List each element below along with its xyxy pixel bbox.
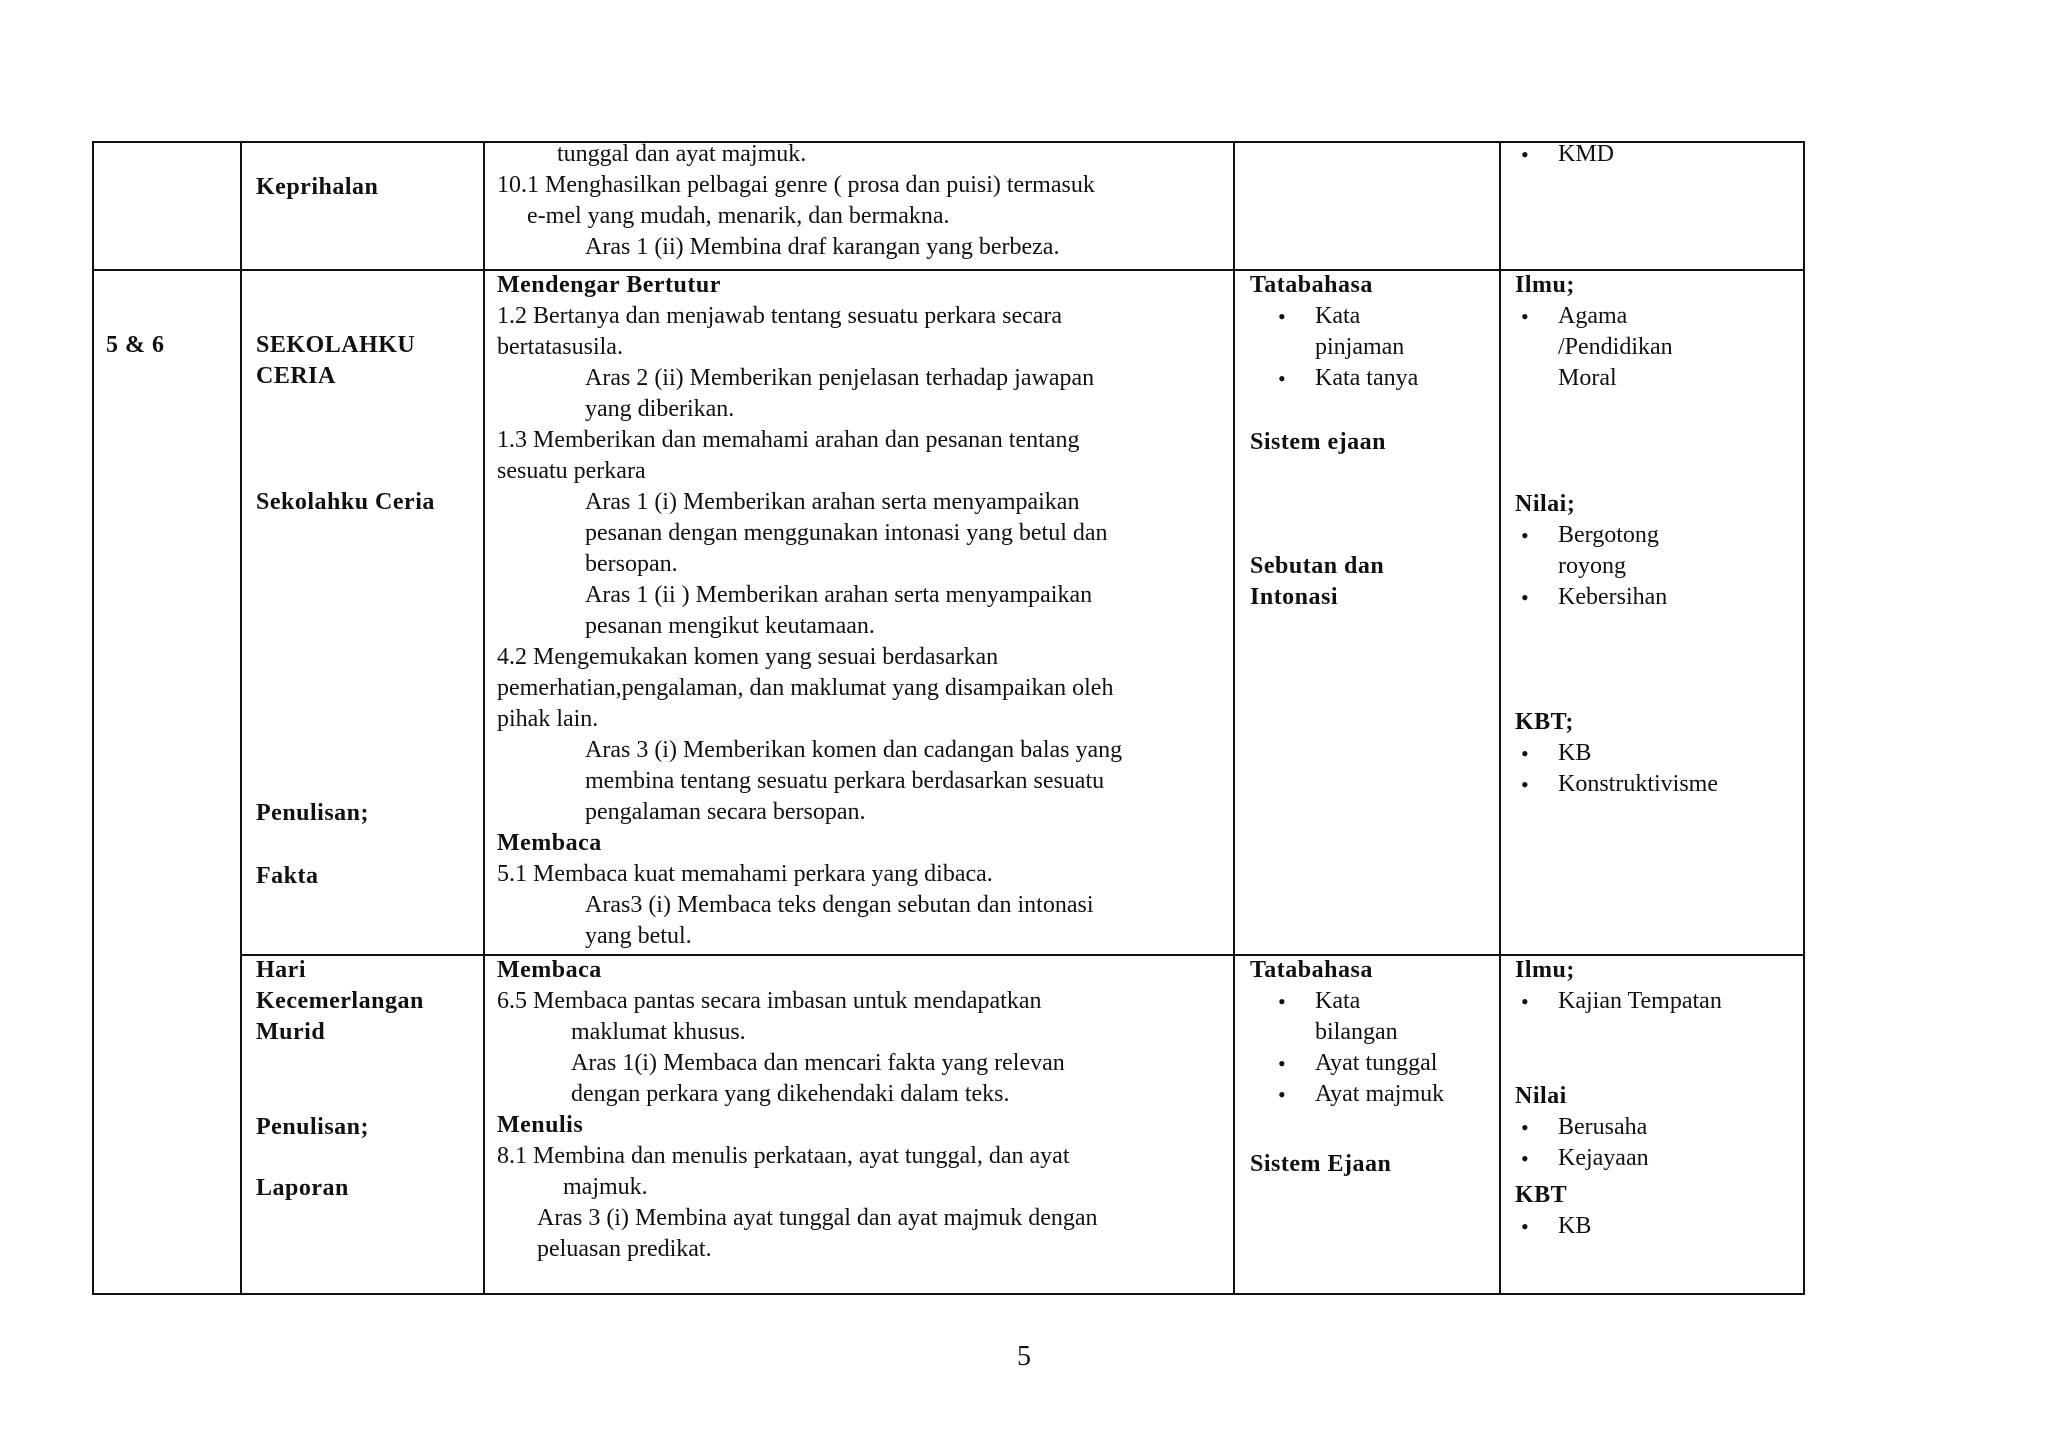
language-cell-main [1250, 270, 1418, 394]
nilai-section [1515, 489, 1667, 613]
skill-line: e-mel yang mudah, menarik, dan bermakna. [527, 203, 950, 229]
topic-title: Hari [256, 957, 306, 983]
list-item-text: • Kata [1315, 988, 1361, 1014]
list-item-text: • KB [1558, 1213, 1592, 1239]
column-divider [1233, 143, 1235, 1293]
skill-line: pesanan dengan menggunakan intonasi yang betul dan [585, 520, 1108, 546]
list-item-text: • Konstruktivisme [1558, 771, 1718, 797]
topic-title: Murid [256, 1019, 326, 1045]
kbt-section [1515, 707, 1718, 800]
skill-line: Aras 1 (ii) Membina draf karangan yang berbeza. [585, 234, 1060, 260]
skill-line: yang betul. [585, 923, 692, 949]
skill-line: Aras 1 (i) Memberikan arahan serta menyampaikan [585, 489, 1080, 515]
topic-cell-keprihalan [256, 172, 378, 203]
list-item [1507, 301, 1673, 394]
grammar-heading: Tatabahasa [1250, 957, 1373, 983]
kbt-section [1515, 1180, 1591, 1242]
week-cell [106, 330, 165, 361]
skill-line: peluasan predikat. [537, 1236, 712, 1262]
list-item-text: • KB [1558, 740, 1592, 766]
list-item-text: bilangan [1315, 1019, 1398, 1045]
elements-cell-main [1515, 270, 1673, 394]
skill-heading: Mendengar Bertutur [497, 272, 721, 298]
skill-heading: Membaca [497, 830, 602, 856]
spelling-label: Sistem ejaan [1250, 429, 1386, 455]
skill-line: 6.5 Membaca pantas secara imbasan untuk mendapatkan [497, 988, 1042, 1014]
list-item [1507, 769, 1718, 800]
penulisan-label: Penulisan; [256, 1114, 370, 1140]
skill-line: tunggal dan ayat majmuk. [557, 141, 807, 167]
nilai-label: Nilai; [1515, 491, 1576, 517]
pronunciation-text: Sebutan dan [1250, 553, 1385, 579]
grammar-heading: Tatabahasa [1250, 272, 1373, 298]
list-item [1507, 520, 1667, 582]
skill-line: 10.1 Menghasilkan pelbagai genre ( prosa dan puisi) termasuk [497, 172, 1095, 198]
skill-line: Aras 2 (ii) Memberikan penjelasan terhadap jawapan [585, 365, 1095, 391]
skill-line: Aras 1 (ii ) Memberikan arahan serta menyampaikan [585, 582, 1093, 608]
theme-cell [256, 330, 415, 392]
skill-line: pemerhatian,pengalaman, dan maklumat yang disampaikan oleh [497, 675, 1114, 701]
skill-line: yang diberikan. [585, 396, 735, 422]
theme-title: SEKOLAHKU [256, 332, 416, 358]
skill-line: 1.3 Memberikan dan memahami arahan dan pesanan tentang [497, 427, 1080, 453]
list-item [1264, 1079, 1444, 1110]
list-item-text: pinjaman [1315, 334, 1405, 360]
list-item-text: • Agama [1558, 303, 1628, 329]
column-divider [483, 143, 485, 1293]
topic-title: Sekolahku Ceria [256, 489, 435, 515]
list-item [1264, 301, 1418, 363]
list-item-text: • Kata tanya [1315, 365, 1419, 391]
penulisan-label: Penulisan; [256, 800, 370, 826]
elements-cell-bottom [1515, 955, 1722, 1017]
skill-line: Aras 3 (i) Memberikan komen dan cadangan balas yang [585, 737, 1123, 763]
list-item [1264, 363, 1418, 394]
page-number: 5 [1017, 1341, 1031, 1372]
list-item [1507, 986, 1722, 1017]
skill-line: 8.1 Membina dan menulis perkataan, ayat tunggal, dan ayat [497, 1143, 1070, 1169]
elements-cell-continuation [1507, 139, 1614, 170]
pronunciation-label [1250, 551, 1384, 613]
list-item [1507, 1143, 1649, 1174]
list-item [1507, 1211, 1591, 1242]
skill-heading: Menulis [497, 1112, 584, 1138]
skill-line: majmuk. [563, 1174, 648, 1200]
list-item [1264, 1048, 1444, 1079]
column-divider [240, 143, 242, 1293]
list-item-text: • Bergotong [1558, 522, 1659, 548]
skill-line: membina tentang sesuatu perkara berdasarkan sesuatu [585, 768, 1105, 794]
skills-cell-continuation [497, 139, 1095, 263]
list-item-text: • Kejayaan [1558, 1145, 1649, 1171]
skill-line: sesuatu perkara [497, 458, 646, 484]
kbt-label: KBT [1515, 1182, 1568, 1208]
skill-line: pihak lain. [497, 706, 599, 732]
skills-cell-bottom [497, 955, 1098, 1265]
language-cell-bottom [1250, 955, 1444, 1110]
spelling-label: Sistem Ejaan [1250, 1151, 1392, 1177]
list-item-text: • Berusaha [1558, 1114, 1648, 1140]
skill-heading: Membaca [497, 957, 602, 983]
list-item: • KMD [1507, 139, 1614, 170]
skill-line: 4.2 Mengemukakan komen yang sesuai berdasarkan [497, 644, 999, 670]
topic-label: Keprihalan [256, 174, 379, 200]
genre-label: Fakta [256, 863, 319, 889]
skill-line: bertatasusila. [497, 334, 623, 360]
list-item [1264, 986, 1444, 1048]
list-item [1507, 738, 1718, 769]
list-item-text: /Pendidikan [1558, 334, 1673, 360]
skill-line: Aras 3 (i) Membina ayat tunggal dan ayat majmuk dengan [537, 1205, 1098, 1231]
skills-cell-main [497, 270, 1122, 952]
kbt-label: KBT; [1515, 709, 1574, 735]
skill-line: 5.1 Membaca kuat memahami perkara yang dibaca. [497, 861, 993, 887]
skill-line: maklumat khusus. [571, 1019, 746, 1045]
list-item-text: • Kata [1315, 303, 1361, 329]
skill-line: bersopan. [585, 551, 678, 577]
list-item-text: • Kebersihan [1558, 584, 1668, 610]
skill-line: Aras 1(i) Membaca dan mencari fakta yang relevan [571, 1050, 1065, 1076]
list-item-text: • Ayat tunggal [1315, 1050, 1438, 1076]
nilai-section [1515, 1081, 1649, 1174]
list-item-text: • Kajian Tempatan [1558, 988, 1722, 1014]
ilmu-label: Ilmu; [1515, 272, 1575, 298]
topic-cell-bottom [256, 955, 424, 1048]
list-item [1507, 582, 1667, 613]
ilmu-label: Ilmu; [1515, 957, 1575, 983]
week-label: 5 & 6 [106, 332, 165, 358]
genre-label: Laporan [256, 1175, 349, 1201]
list-item [1507, 1112, 1649, 1143]
list-item-text: • Ayat majmuk [1315, 1081, 1445, 1107]
nilai-label: Nilai [1515, 1083, 1567, 1109]
skill-line: pengalaman secara bersopan. [585, 799, 866, 825]
skill-line: pesanan mengikut keutamaan. [585, 613, 875, 639]
skill-line: 1.2 Bertanya dan menjawab tentang sesuatu perkara secara [497, 303, 1063, 329]
list-item-text: Moral [1558, 365, 1617, 391]
topic-title: Kecemerlangan [256, 988, 424, 1014]
list-item-text: royong [1558, 553, 1626, 579]
skill-line: dengan perkara yang dikehendaki dalam teks. [571, 1081, 1010, 1107]
pronunciation-text: Intonasi [1250, 584, 1339, 610]
skill-line: Aras3 (i) Membaca teks dengan sebutan dan intonasi [585, 892, 1094, 918]
column-divider [1499, 143, 1501, 1293]
theme-title: CERIA [256, 363, 336, 389]
